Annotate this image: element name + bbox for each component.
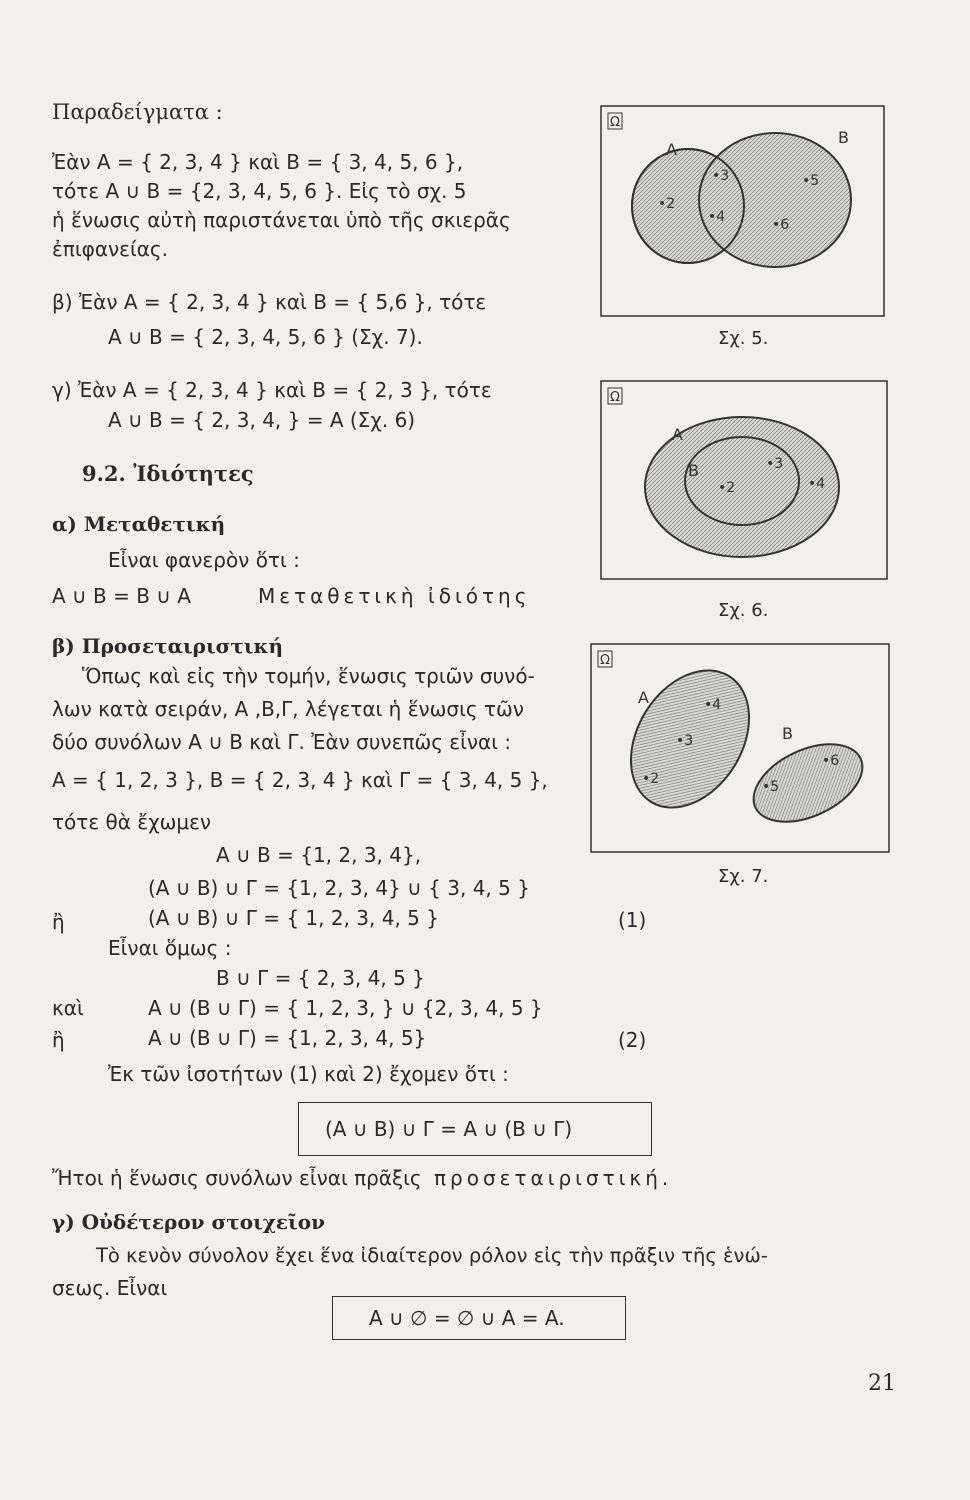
- set-b-label: B: [688, 461, 699, 480]
- conclusion-prefix: Ἤτοι ἡ ἕνωσις συνόλων εἶναι πρᾶξις: [52, 1166, 422, 1190]
- figure-6: [600, 380, 888, 580]
- associative-line-5: τότε θὰ ἔχωμεν: [52, 810, 212, 834]
- set-b-label: B: [838, 128, 849, 147]
- corner-label: Ω: [610, 390, 620, 405]
- associative-line-4: A = { 1, 2, 3 }, B = { 2, 3, 4 } καὶ Γ = { 3, 4, 5 },: [52, 768, 548, 792]
- element-6: •6: [772, 217, 790, 233]
- neutral-heading: γ) Οὐδέτερον στοιχεῖον: [52, 1210, 325, 1234]
- equation-5: A ∪ (B ∪ Γ) = { 1, 2, 3, } ∪ {2, 3, 4, 5 }: [148, 996, 543, 1020]
- commutative-line-1: Εἶναι φανερὸν ὅτι :: [108, 548, 300, 572]
- equation-3-number: (1): [618, 908, 647, 932]
- associative-heading: β) Προσεταιριστική: [52, 634, 284, 658]
- set-a-label: A: [638, 688, 649, 707]
- neutral-boxed-formula: [332, 1296, 626, 1340]
- commutative-heading: α) Μεταθετική: [52, 512, 226, 536]
- associative-line-1: Ὅπως καὶ εἰς τὴν τομήν, ἕνωσις τριῶν συνό-: [82, 664, 535, 688]
- example-a-line-2: τότε A ∪ B = {2, 3, 4, 5, 6 }. Εἰς τὸ σχ. 5: [52, 179, 467, 203]
- element-3: •3: [766, 456, 784, 472]
- figure-5-caption: Σχ. 5.: [718, 328, 769, 349]
- associative-boxed-text: (A ∪ B) ∪ Γ = A ∪ (B ∪ Γ): [325, 1117, 573, 1141]
- associative-line-2: λων κατὰ σειράν, A ,B,Γ, λέγεται ἡ ἕνωσις τῶν: [52, 697, 524, 721]
- commutative-formula: A ∪ B = B ∪ A: [52, 584, 191, 608]
- neutral-line-1: Τὸ κενὸν σύνολον ἔχει ἕνα ἰδιαίτερον ρόλον εἰς τὴν πρᾶξιν τῆς ἑνώ-: [96, 1244, 768, 1267]
- associative-conclusion: [52, 1166, 672, 1190]
- element-6: •6: [822, 753, 840, 769]
- page-number: 21: [868, 1371, 896, 1396]
- associative-line-7: Ἐκ τῶν ἰσοτήτων (1) καὶ 2) ἔχομεν ὅτι :: [108, 1062, 509, 1086]
- element-3: •3: [712, 168, 730, 184]
- equation-3-prefix: ἢ: [52, 910, 65, 934]
- element-2: •2: [718, 480, 736, 496]
- equation-4: B ∪ Γ = { 2, 3, 4, 5 }: [216, 966, 425, 990]
- set-b-ellipse: [685, 437, 799, 525]
- examples-title: Παραδείγματα :: [52, 100, 223, 124]
- element-2: •2: [658, 196, 676, 212]
- example-c-line-2: A ∪ B = { 2, 3, 4, } = A (Σχ. 6): [108, 408, 416, 432]
- neutral-boxed-text: A ∪ ∅ = ∅ ∪ A = A.: [369, 1306, 565, 1330]
- element-5: •5: [762, 779, 780, 795]
- example-a-line-4: ἐπιφανείας.: [52, 237, 169, 261]
- example-c-line-1: γ) Ἐὰν A = { 2, 3, 4 } καὶ B = { 2, 3 }, τότε: [52, 378, 492, 402]
- figure-6-caption: Σχ. 6.: [718, 600, 769, 621]
- section-heading: 9.2. Ἰδιότητες: [82, 461, 254, 486]
- set-b-label: B: [782, 724, 793, 743]
- set-a-label: A: [672, 425, 683, 444]
- associative-boxed-formula: [298, 1102, 652, 1156]
- corner-label: Ω: [610, 115, 620, 130]
- element-5: •5: [802, 173, 820, 189]
- set-a-label: A: [666, 140, 677, 159]
- equation-3: (A ∪ B) ∪ Γ = { 1, 2, 3, 4, 5 }: [148, 906, 439, 930]
- equation-6-number: (2): [618, 1028, 647, 1052]
- example-b-line-1: β) Ἐὰν A = { 2, 3, 4 } καὶ B = { 5,6 }, τότε: [52, 290, 487, 314]
- equation-1: A ∪ B = {1, 2, 3, 4},: [216, 843, 422, 867]
- set-b-ellipse: [699, 133, 851, 267]
- equation-6-prefix: ἢ: [52, 1028, 65, 1052]
- element-4: •4: [704, 697, 722, 713]
- neutral-line-2: σεως. Εἶναι: [52, 1276, 168, 1300]
- conclusion-word: προσεταιριστική.: [434, 1166, 673, 1190]
- example-a-line-1: Ἐὰν A = { 2, 3, 4 } καὶ B = { 3, 4, 5, 6 },: [52, 150, 464, 174]
- equation-6: A ∪ (B ∪ Γ) = {1, 2, 3, 4, 5}: [148, 1026, 427, 1050]
- figure-5: [600, 105, 885, 317]
- figure-7: [590, 643, 890, 853]
- example-a-line-3: ἡ ἕνωσις αὐτὴ παριστάνεται ὑπὸ τῆς σκιερᾶς: [52, 208, 511, 232]
- figure-7-caption: Σχ. 7.: [718, 866, 769, 887]
- associative-line-3: δύο συνόλων A ∪ B καὶ Γ. Ἐὰν συνεπῶς εἶναι :: [52, 730, 512, 754]
- element-4: •4: [808, 476, 826, 492]
- associative-line-6: Εἶναι ὅμως :: [108, 936, 232, 960]
- example-b-line-2: A ∪ B = { 2, 3, 4, 5, 6 } (Σχ. 7).: [108, 325, 423, 349]
- equation-5-prefix: καὶ: [52, 996, 84, 1020]
- corner-label: Ω: [600, 653, 610, 668]
- element-3: •3: [676, 733, 694, 749]
- element-4: •4: [708, 209, 726, 225]
- equation-2: (A ∪ B) ∪ Γ = {1, 2, 3, 4} ∪ { 3, 4, 5 }: [148, 876, 530, 900]
- element-2: •2: [642, 771, 660, 787]
- commutative-label: Μεταθετικὴ ἰδιότης: [258, 584, 531, 608]
